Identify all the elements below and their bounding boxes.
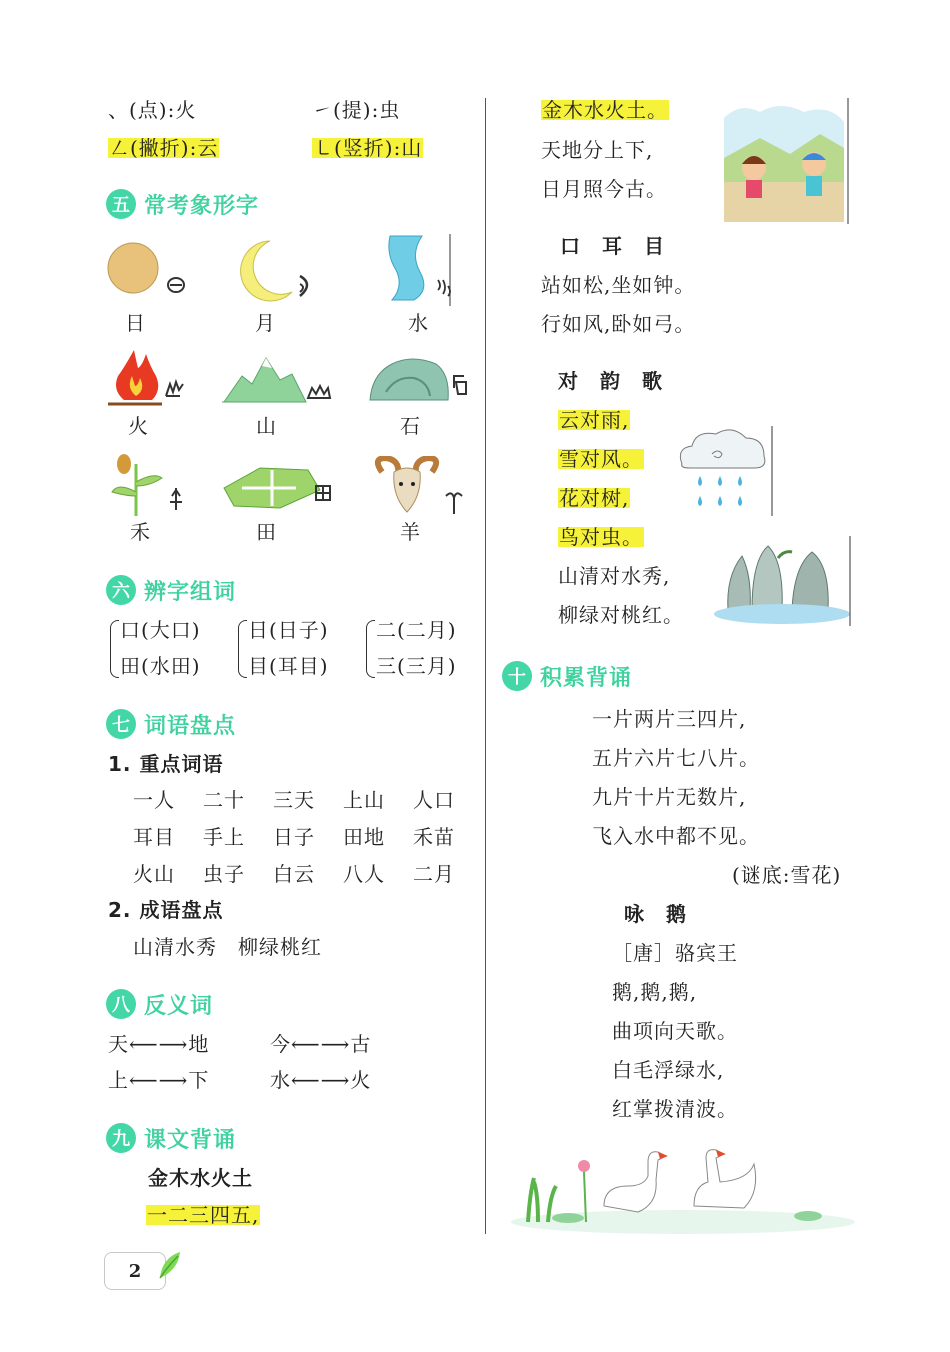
sheep-pictograph-image xyxy=(372,456,468,518)
poem-line: 行如风,卧如弓。 xyxy=(541,312,696,336)
section-title: 词语盘点 xyxy=(144,713,237,739)
grain-pictograph-image xyxy=(106,452,188,518)
poem-title: 口 耳 目 xyxy=(560,234,665,258)
section-number-badge: 九 xyxy=(106,1123,136,1153)
vocab-word: 上山 xyxy=(343,788,385,812)
pictograph-label-fire: 火 xyxy=(128,414,149,438)
sun-pictograph-image xyxy=(106,238,188,302)
poem-line: 金木水火土。 xyxy=(542,98,668,122)
section-9-header xyxy=(106,1122,236,1154)
vocab-word: 三天 xyxy=(273,788,315,812)
brace xyxy=(366,620,375,678)
compare-word: 目(耳目) xyxy=(248,654,329,678)
poem-title: 对 韵 歌 xyxy=(558,369,663,393)
vocab-word: 一人 xyxy=(133,788,175,812)
section-title: 反义词 xyxy=(144,993,214,1019)
riddle-line: 飞入水中都不见。 xyxy=(592,824,760,848)
vocab-word: 白云 xyxy=(273,862,315,886)
section-number-badge: 七 xyxy=(106,709,136,739)
section-number-badge: 六 xyxy=(106,575,136,605)
subheading-key-words: 1. 重点词语 xyxy=(108,752,224,776)
antonym-pair: 水⟵⟶火 xyxy=(270,1068,372,1092)
section-number-badge: 五 xyxy=(106,189,136,219)
column-divider xyxy=(485,98,486,1234)
stroke-ti: ㇀(提):虫 xyxy=(312,98,401,122)
poem-line: 柳绿对桃红。 xyxy=(558,603,684,627)
riddle-line: 九片十片无数片, xyxy=(592,785,747,809)
poem-title: 金木水火土 xyxy=(148,1166,253,1190)
section-title: 课文背诵 xyxy=(144,1127,237,1153)
antonym-pair: 上⟵⟶下 xyxy=(108,1068,210,1092)
riddle-line: 一片两片三四片, xyxy=(592,707,747,731)
compare-word: 口(大口) xyxy=(120,618,201,642)
pictograph-label-sun: 日 xyxy=(125,311,146,335)
pictograph-label-stone: 石 xyxy=(400,414,421,438)
section-5-header xyxy=(106,188,259,220)
children-illustration xyxy=(720,98,850,224)
poem-line: 一二三四五, xyxy=(147,1203,260,1227)
poem-line: 曲项向天歌。 xyxy=(612,1019,738,1043)
section-title: 辨字组词 xyxy=(144,579,237,605)
pictograph-label-mountain: 山 xyxy=(256,414,277,438)
poem-line: 站如松,坐如钟。 xyxy=(541,273,696,297)
vocab-word: 二月 xyxy=(413,862,455,886)
riddle-line: 五片六片七八片。 xyxy=(592,746,760,770)
poem-author: ［唐］骆宾王 xyxy=(612,941,738,965)
vocab-word: 手上 xyxy=(203,825,245,849)
vocab-word: 禾苗 xyxy=(413,825,455,849)
subheading-idioms: 2. 成语盘点 xyxy=(108,898,224,922)
pictograph-label-grain: 禾 xyxy=(130,520,151,544)
brace xyxy=(110,620,119,678)
vocab-word: 耳目 xyxy=(133,825,175,849)
geese-illustration xyxy=(508,1136,858,1236)
field-pictograph-image xyxy=(220,462,336,512)
stone-pictograph-image xyxy=(366,352,476,408)
section-6-header xyxy=(106,574,236,606)
poem-line: 白毛浮绿水, xyxy=(612,1058,725,1082)
compare-word: 二(二月) xyxy=(376,618,457,642)
fire-pictograph-image xyxy=(106,346,188,410)
rain-cloud-illustration xyxy=(672,424,774,516)
pictograph-label-water: 水 xyxy=(408,311,429,335)
poem-line: 花对树, xyxy=(559,486,630,510)
poem-line: 红掌拨清波。 xyxy=(612,1097,738,1121)
vocab-word: 人口 xyxy=(413,788,455,812)
compare-word: 田(水田) xyxy=(120,654,201,678)
section-7-header xyxy=(106,708,236,740)
page-number: 2 xyxy=(104,1252,166,1290)
idioms-text: 山清水秀 柳绿桃红 xyxy=(133,935,322,959)
stroke-dian: 、(点):火 xyxy=(108,98,197,122)
stroke-shuzhe: ㇄(竖折):山 xyxy=(313,136,423,160)
vocab-word: 虫子 xyxy=(203,862,245,886)
poem-line: 山清对水秀, xyxy=(558,564,671,588)
poem-line: 鸟对虫。 xyxy=(559,525,643,549)
water-pictograph-image xyxy=(380,234,452,306)
poem-title: 咏 鹅 xyxy=(624,902,687,926)
poem-line: 鹅,鹅,鹅, xyxy=(612,980,698,1004)
stroke-piezhe: ㇜(撇折):云 xyxy=(109,136,219,160)
leaf-icon xyxy=(156,1248,184,1282)
word-row xyxy=(133,864,483,884)
vocab-word: 田地 xyxy=(343,825,385,849)
poem-line: 雪对风。 xyxy=(559,447,643,471)
vocab-word: 火山 xyxy=(133,862,175,886)
pictograph-label-field: 田 xyxy=(256,520,277,544)
brace xyxy=(238,620,247,678)
section-number-badge: 十 xyxy=(502,661,532,691)
riddle-answer: (谜底:雪花) xyxy=(732,863,842,887)
section-title: 积累背诵 xyxy=(540,665,633,691)
section-number-badge: 八 xyxy=(106,989,136,1019)
landscape-illustration xyxy=(712,536,852,626)
poem-line: 天地分上下, xyxy=(541,138,654,162)
word-row xyxy=(133,790,483,810)
poem-line: 日月照今古。 xyxy=(541,177,667,201)
vocab-word: 八人 xyxy=(343,862,385,886)
compare-word: 三(三月) xyxy=(376,654,457,678)
antonym-pair: 今⟵⟶古 xyxy=(270,1032,372,1056)
section-8-header xyxy=(106,988,213,1020)
section-10-header xyxy=(502,660,632,692)
mountain-pictograph-image xyxy=(222,352,332,408)
word-row xyxy=(133,827,483,847)
antonym-pair: 天⟵⟶地 xyxy=(108,1032,210,1056)
moon-pictograph-image xyxy=(230,236,320,302)
vocab-word: 日子 xyxy=(273,825,315,849)
pictograph-label-sheep: 羊 xyxy=(400,520,421,544)
section-title: 常考象形字 xyxy=(144,193,260,219)
vocab-word: 二十 xyxy=(203,788,245,812)
pictograph-label-moon: 月 xyxy=(255,311,276,335)
compare-word: 日(日子) xyxy=(248,618,329,642)
poem-line: 云对雨, xyxy=(559,408,630,432)
